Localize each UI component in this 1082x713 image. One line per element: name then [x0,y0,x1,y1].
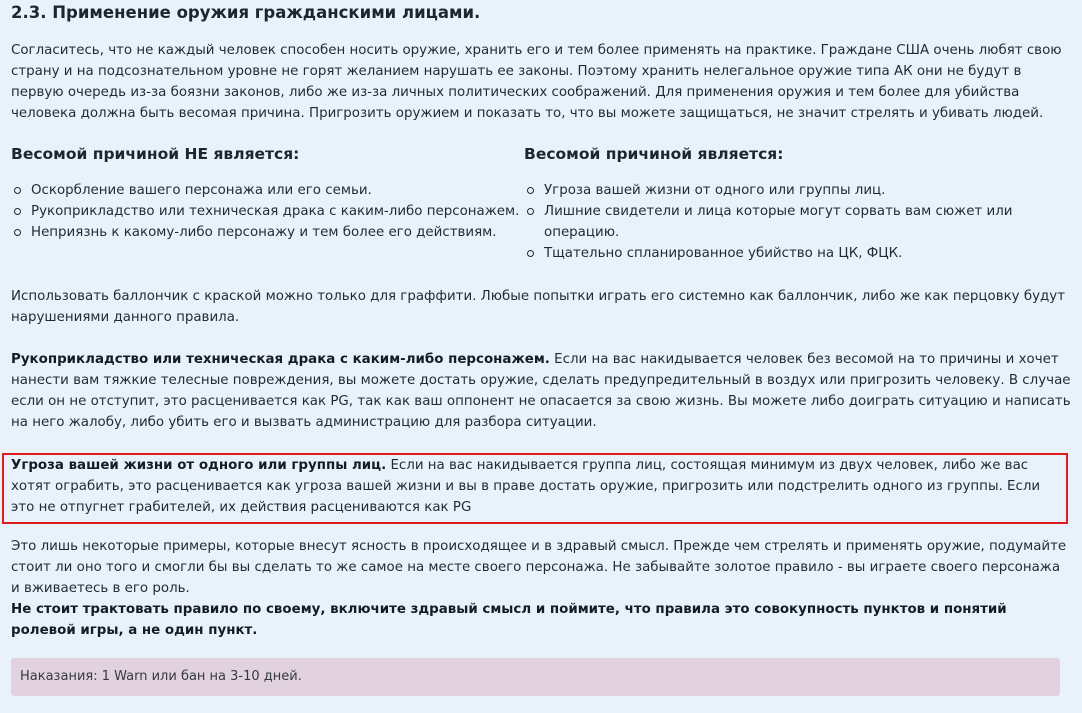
valid-list [524,180,1069,264]
threat-highlight-box [2,453,1068,524]
threat-paragraph [11,455,1060,518]
emphasis-line: Не стоит трактовать правило по своему, включите здравый смысл и поймите, что правила это совокупность пунктов и понятий ролевой игры, а не один пункт. [11,602,1007,638]
intro-paragraph: Согласитесь, что не каждый человек способен носить оружие, хранить его и тем более применять на практике. Граждане США очень любят свою страну и на подсознательном уровне не горят желанием нарушать ее законы. Поэтому хранить нелегальное оружие типа АК они не будут в первую очередь из-за боязни законов, либо же из-за личных политических соображений. Для применения оружия и тем более для убийства человека должна быть весомая причина. Пригрозить оружием и показать то, что вы можете защищаться, не значит стрелять и убивать людей. [11,43,1062,121]
rules-section [11,0,1071,696]
reasons-columns [11,142,1071,264]
not-valid-reasons [11,142,524,264]
punishment-box: Наказания: 1 Warn или бан на 3-10 дней. [11,658,1060,696]
threat-lead: Угроза вашей жизни от одного или группы лиц. [11,458,387,473]
valid-heading: Весомой причиной является: [524,145,784,163]
threat-text: Если на вас накидывается группа лиц, состоящая минимум из двух человек, либо же вас хотят ограбить, это расценивается как угроза вашей жизни и вы в праве достать оружие, пригрозить или подстрелить одного из группы. Если это не отпугнет грабителей, их действия расцениваются как PG [11,458,1041,515]
list-item: Лишние свидетели и лица которые могут сорвать вам сюжет или операцию. [524,201,1069,243]
outro-paragraph: Это лишь некоторые примеры, которые внесут ясность в происходящее и в здравый смысл. Прежде чем стрелять и применять оружие, подумайте стоит ли оно того и смогли бы вы сделать то же самое на месте своего персонажа. Не забывайте золотое правило - вы играете своего персонажа и вживаетесь в его роль. [11,539,1067,596]
valid-reasons [524,142,1069,264]
list-item: Тщательно спланированное убийство на ЦК, ФЦК. [524,243,1069,264]
list-item: Оскорбление вашего персонажа или его семьи. [11,180,524,201]
list-item: Угроза вашей жизни от одного или группы лиц. [524,180,1069,201]
list-item: Рукоприкладство или техническая драка с каким-либо персонажем. [11,201,524,222]
list-item: Неприязнь к какому-либо персонажу и тем более его действиям. [11,222,524,243]
section-title: 2.3. Применение оружия гражданскими лицами. [11,3,481,22]
brawl-text: Если на вас накидывается человек без весомой на то причины и хочет нанести вам тяжкие телесные повреждения, вы можете достать оружие, сделать предупредительный в воздух или пригрозить человеку. В случае если он не отступит, это расценивается как PG, так как ваш оппонент не опасается за свою жизнь. Вы можете либо доиграть ситуацию и написать на него жалобу, либо убить его и вызвать администрацию для разбора ситуации. [11,352,1071,430]
not-valid-heading: Весомой причиной НЕ является: [11,145,300,163]
not-valid-list [11,180,524,243]
brawl-paragraph [11,349,1071,433]
spray-note: Использовать баллончик с краской можно только для граффити. Любые попытки играть его системно как баллончик, либо же как перцовку будут нарушениями данного правила. [11,289,1066,325]
brawl-lead: Рукоприкладство или техническая драка с каким-либо персонажем. [11,352,550,367]
